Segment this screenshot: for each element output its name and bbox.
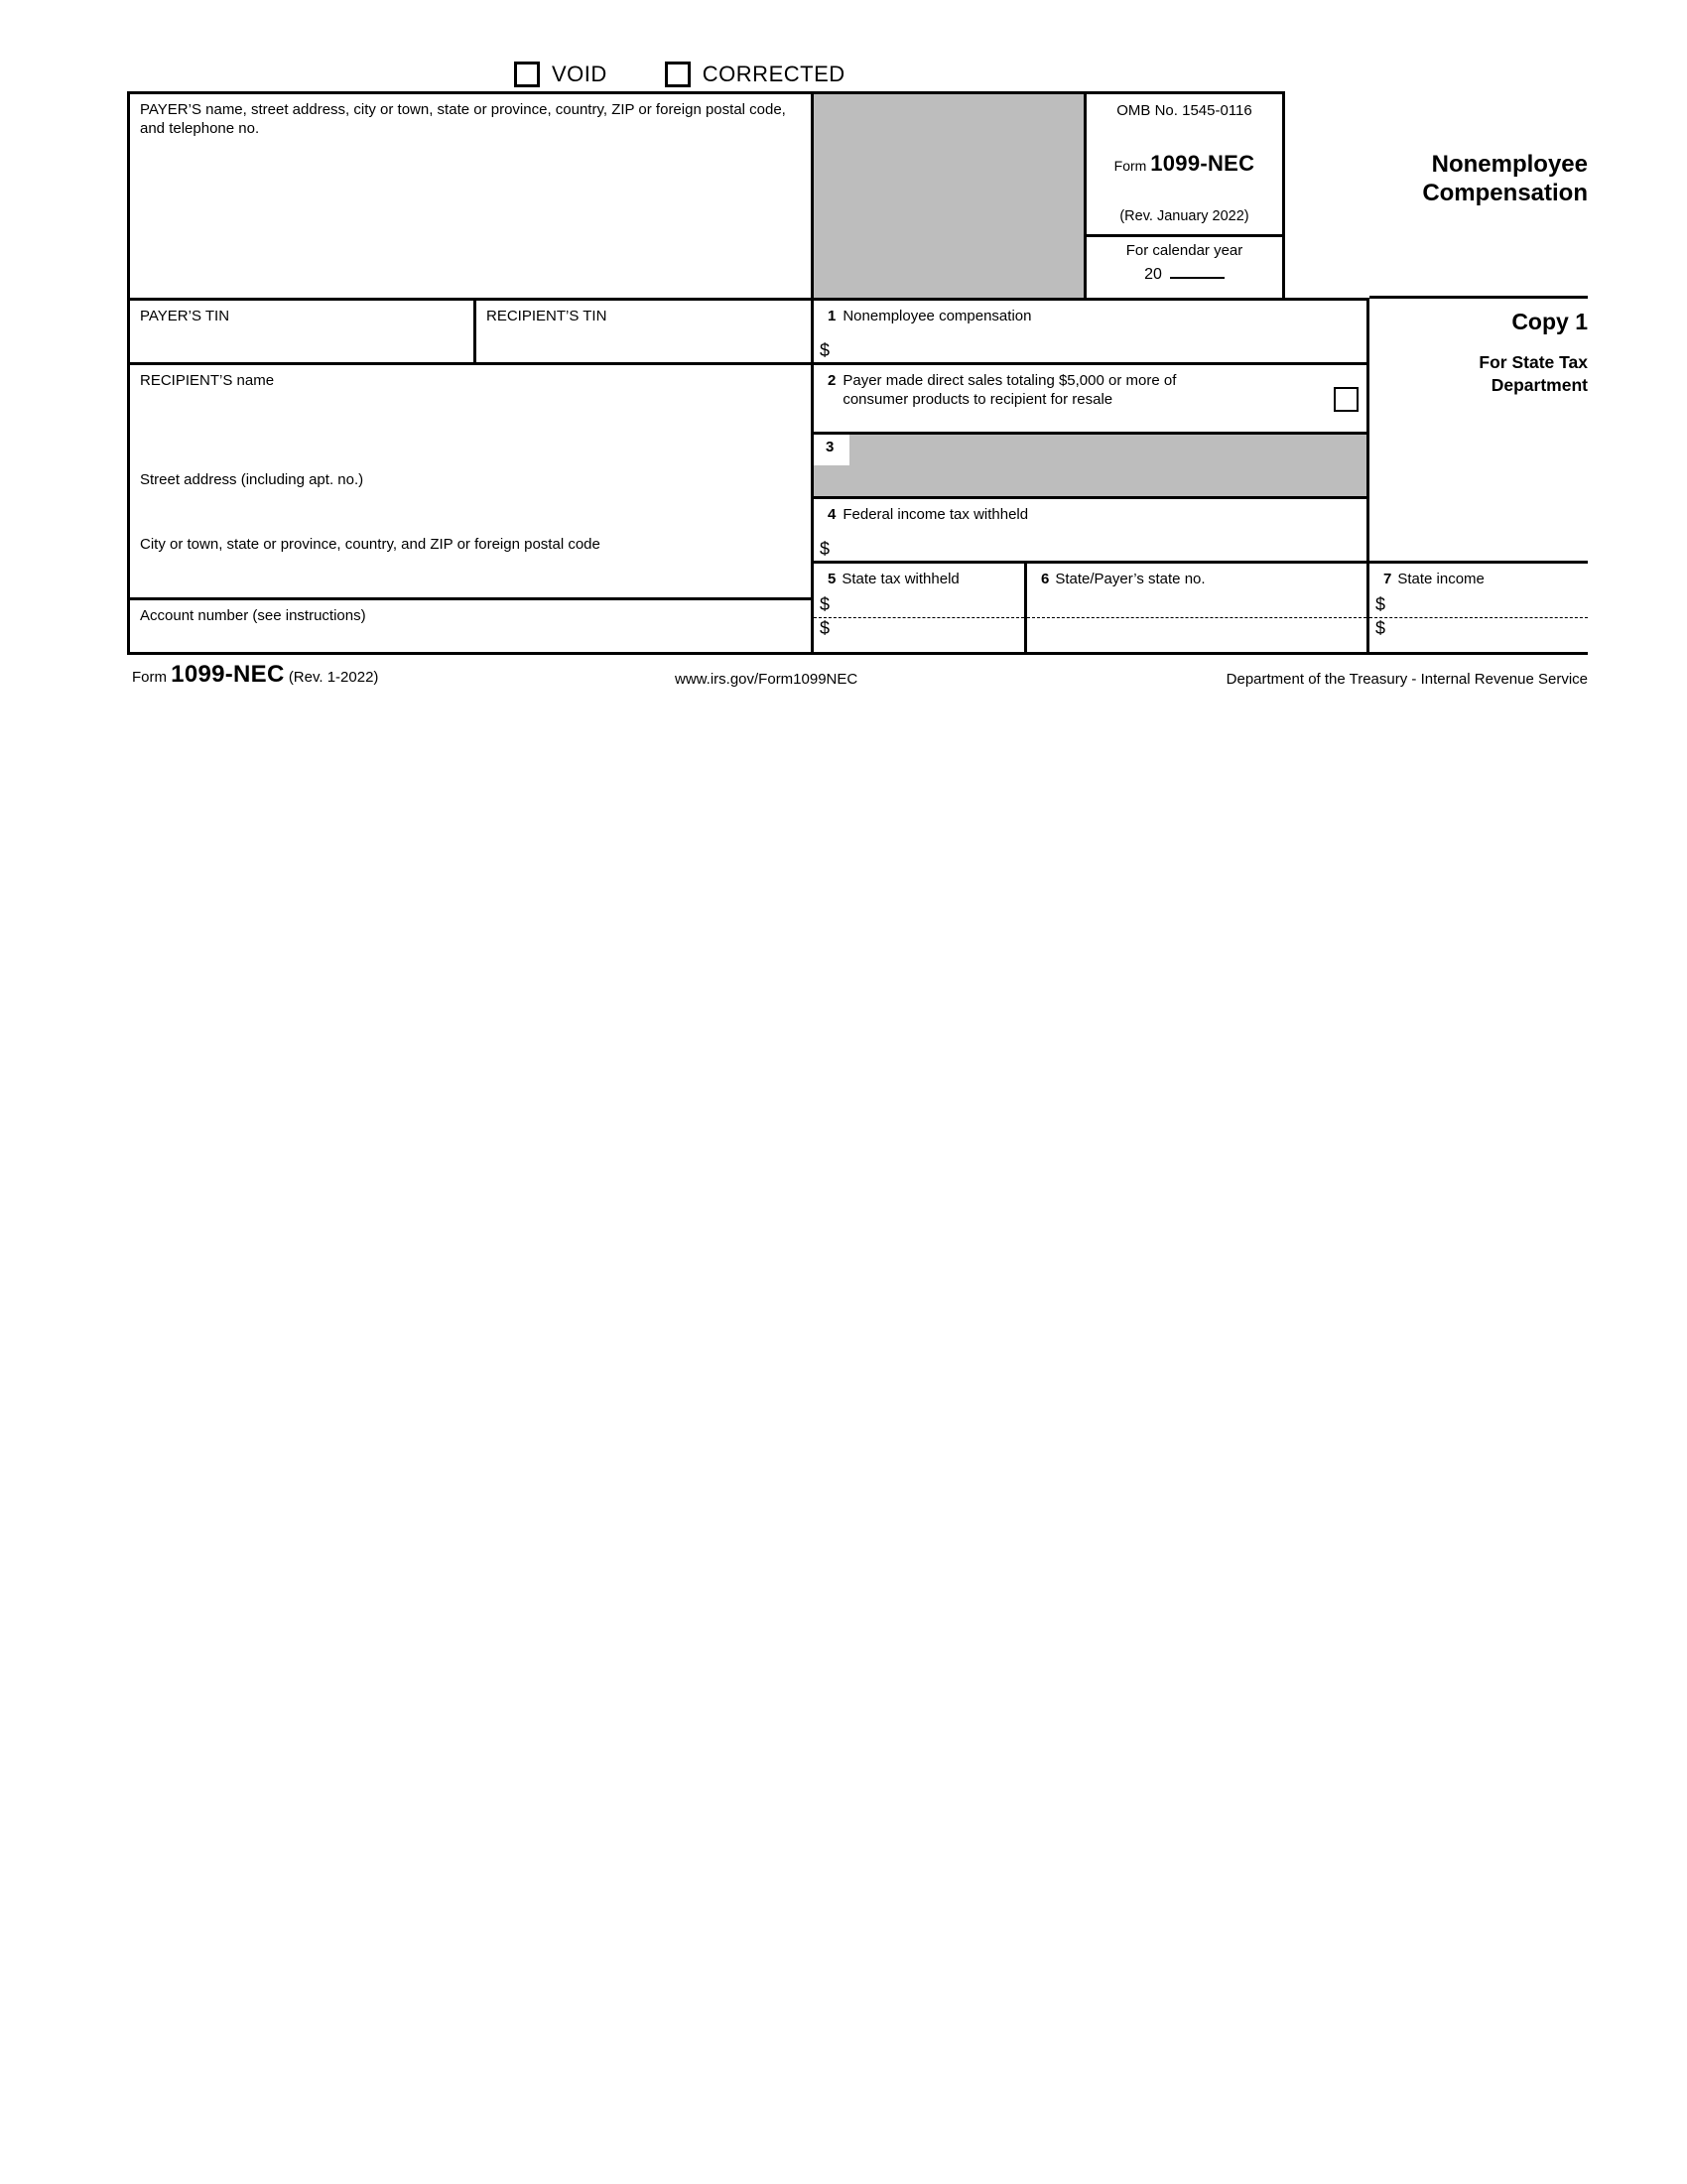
- form-number-label: Form 1099-NEC: [1113, 151, 1255, 176]
- box4-number: 4: [828, 506, 837, 523]
- box4-amount-field[interactable]: $: [820, 539, 831, 559]
- copy-for-line2: Department: [1491, 374, 1588, 395]
- box7-amount-field-1[interactable]: $: [1375, 594, 1386, 614]
- recipient-tin-field[interactable]: [476, 298, 814, 362]
- void-label: VOID: [552, 62, 607, 86]
- city-field[interactable]: [130, 529, 811, 600]
- box2-number: 2: [828, 372, 837, 389]
- box5-amount-field-1[interactable]: $: [820, 594, 831, 614]
- box7-amount-field-2[interactable]: $: [1369, 617, 1588, 652]
- box4-label: Federal income tax withheld: [843, 506, 1029, 523]
- box5-amount-field-2[interactable]: $: [814, 617, 1024, 652]
- void-corrected-row: [514, 62, 845, 87]
- account-number-label: Account number (see instructions): [140, 607, 366, 624]
- street-address-label: Street address (including apt. no.): [140, 471, 364, 488]
- calendar-year-century: 20: [1144, 266, 1162, 283]
- box5-state-tax-withheld: [814, 561, 1027, 655]
- recipient-tin-label: RECIPIENT’S TIN: [486, 308, 607, 324]
- box7-state-income: [1369, 561, 1588, 655]
- form-title: Nonemployee Compensation: [1422, 151, 1588, 206]
- payer-tin-field[interactable]: [127, 298, 476, 362]
- recipient-name-field[interactable]: [130, 365, 811, 464]
- payer-info-label: PAYER’S name, street address, city or town, state or province, country, ZIP or foreign postal code, and telephone no.: [140, 101, 786, 138]
- copy-designation: [1369, 296, 1588, 561]
- top-gray-box: [814, 91, 1087, 298]
- box6-entry-field-2[interactable]: [1027, 617, 1366, 652]
- box1-number: 1: [828, 308, 837, 324]
- direct-sales-checkbox[interactable]: [1334, 387, 1359, 412]
- calendar-year-label: For calendar year: [1125, 242, 1243, 259]
- recipient-block: [127, 362, 814, 597]
- box2-label: Payer made direct sales totaling $5,000 or more of consumer products to recipient for resale: [843, 372, 1177, 409]
- street-address-field[interactable]: [130, 464, 811, 529]
- box7-label: State income: [1397, 571, 1485, 587]
- calendar-year-blank-field[interactable]: [1170, 263, 1225, 279]
- box3-grayed: [814, 432, 1369, 496]
- box4-federal-tax-withheld: [814, 496, 1369, 561]
- box7-number: 7: [1383, 571, 1392, 587]
- box5-label: State tax withheld: [842, 571, 960, 587]
- omb-number-label: OMB No. 1545-0116: [1116, 102, 1252, 119]
- omb-box: [1087, 91, 1285, 298]
- payer-tin-label: PAYER’S TIN: [140, 308, 230, 324]
- box1-amount-field[interactable]: $: [820, 340, 831, 360]
- box1-nonemployee-compensation: [814, 298, 1369, 362]
- box6-number: 6: [1041, 571, 1050, 587]
- footer-agency: Department of the Treasury - Internal Revenue Service: [1226, 671, 1588, 688]
- box2-direct-sales: [814, 362, 1369, 432]
- copy-label: Copy 1: [1511, 309, 1588, 334]
- box6-entry-field-1[interactable]: [1027, 593, 1366, 615]
- recipient-name-label: RECIPIENT’S name: [140, 372, 275, 389]
- copy-for-line1: For State Tax: [1479, 352, 1588, 372]
- payer-info-field[interactable]: [127, 91, 814, 298]
- city-label: City or town, state or province, country, and ZIP or foreign postal code: [140, 536, 600, 553]
- box5-number: 5: [828, 571, 837, 587]
- footer-form-id: Form 1099-NEC (Rev. 1-2022): [132, 661, 379, 688]
- calendar-year-box: [1087, 234, 1282, 298]
- footer-url: www.irs.gov/Form1099NEC: [675, 671, 858, 688]
- box3-number: 3: [826, 439, 835, 455]
- void-checkbox[interactable]: [514, 62, 540, 87]
- box6-label: State/Payer’s state no.: [1055, 571, 1206, 587]
- account-number-field[interactable]: [127, 597, 814, 655]
- revision-label: (Rev. January 2022): [1119, 208, 1249, 224]
- corrected-checkbox[interactable]: [665, 62, 691, 87]
- box1-label: Nonemployee compensation: [843, 308, 1032, 324]
- corrected-label: CORRECTED: [702, 62, 845, 86]
- box6-state-payer-no: [1027, 561, 1369, 655]
